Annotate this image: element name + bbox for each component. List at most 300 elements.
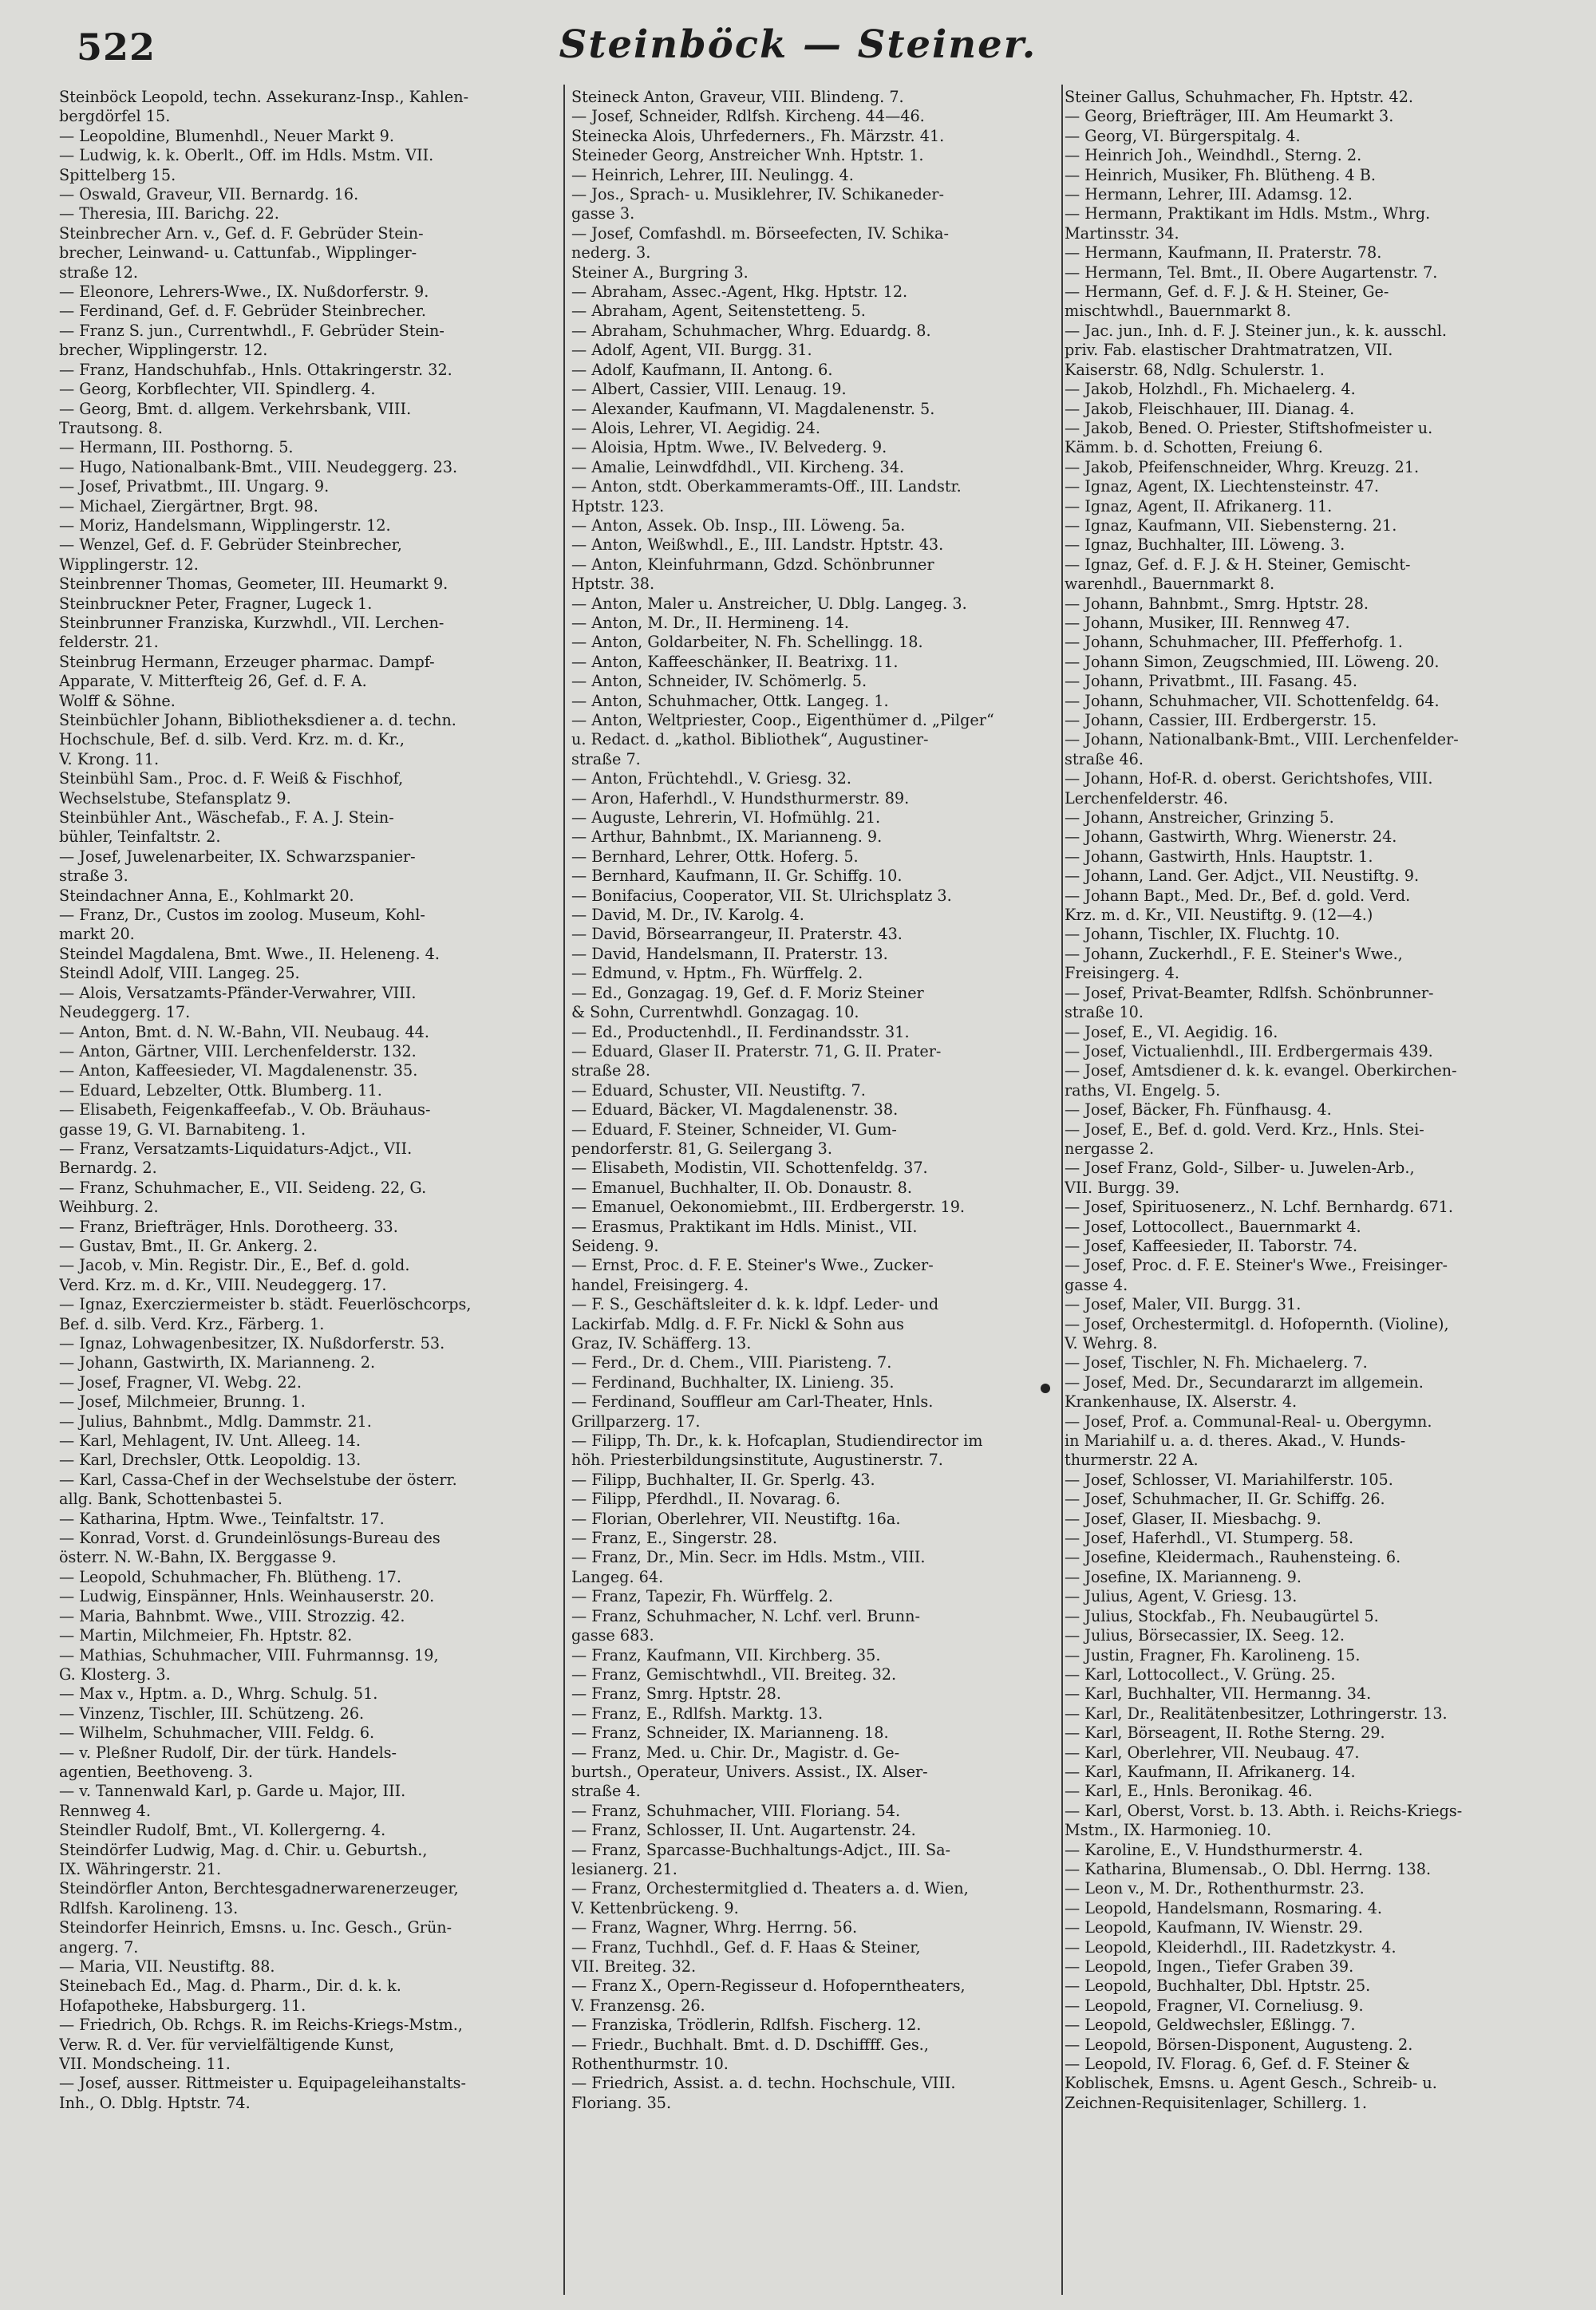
directory-line: Grillparzerg. 17. xyxy=(571,1412,701,1431)
directory-line: — Josefine, IX. Marianneng. 9. xyxy=(1065,1567,1302,1586)
directory-line: — Johann, Privatbmt., III. Fasang. 45. xyxy=(1065,672,1357,691)
directory-line: Seideng. 9. xyxy=(571,1236,659,1255)
directory-line: — Karl, E., Hnls. Beronikag. 46. xyxy=(1065,1782,1313,1801)
directory-line: — Leopold, Kleiderhdl., III. Radetzkystr. 4. xyxy=(1065,1937,1396,1957)
directory-line: — Josef, Schneider, Rdlfsh. Kircheng. 44—46. xyxy=(571,107,925,126)
directory-line: — Anton, M. Dr., II. Hermineng. 14. xyxy=(571,613,849,632)
directory-line: Steinböck Leopold, techn. Assekuranz-Insp., Kahlen- xyxy=(59,88,469,106)
directory-line: — Bernhard, Lehrer, Ottk. Hoferg. 5. xyxy=(571,847,859,866)
directory-line: — Josef, Lottocollect., Bauernmarkt 4. xyxy=(1065,1217,1361,1236)
directory-line: Weihburg. 2. xyxy=(59,1198,159,1217)
directory-line: — Johann, Land. Ger. Adjct., VII. Neustiftg. 9. xyxy=(1065,867,1420,886)
directory-line: — Alois, Lehrer, VI. Aegidig. 24. xyxy=(571,418,820,437)
directory-line: Steindörfler Anton, Berchtesgadnerwarenerzeuger, xyxy=(59,1879,459,1898)
directory-line: — Josef, Spirituosenerz., N. Lchf. Bernhardg. 671. xyxy=(1065,1198,1453,1217)
directory-line: — Josef, Privatbmt., III. Ungarg. 9. xyxy=(59,477,330,496)
directory-line: — Georg, VI. Bürgerspitalg. 4. xyxy=(1065,126,1301,145)
directory-line: pendorferstr. 81, G. Seilergang 3. xyxy=(571,1139,832,1158)
directory-line: — Friedr., Buchhalt. Bmt. d. D. Dschiffff. Ges., xyxy=(571,2035,929,2054)
directory-line: Steinbühl Sam., Proc. d. F. Weiß & Fischhof, xyxy=(59,769,404,788)
directory-line: in Mariahilf u. a. d. theres. Akad., V. Hunds- xyxy=(1065,1431,1406,1451)
directory-line: — Gustav, Bmt., II. Gr. Ankerg. 2. xyxy=(59,1236,318,1255)
directory-line: Bernardg. 2. xyxy=(59,1159,157,1178)
directory-line: — Anton, Früchtehdl., V. Griesg. 32. xyxy=(571,769,851,788)
column-divider xyxy=(563,85,565,2295)
directory-line: Apparate, V. Mitterfteig 26, Gef. d. F. A. xyxy=(59,672,367,691)
directory-line: — Leopold, IV. Florag. 6, Gef. d. F. Steiner & xyxy=(1065,2055,1410,2074)
directory-line: Koblischek, Emsns. u. Agent Gesch., Schreib- u. xyxy=(1065,2074,1437,2093)
directory-line: — Aloisia, Hptm. Wwe., IV. Belvederg. 9. xyxy=(571,438,887,457)
directory-line: — Josef Franz, Gold-, Silber- u. Juwelen-Arb., xyxy=(1065,1159,1415,1178)
directory-line: Steinbrecher Arn. v., Gef. d. F. Gebrüder Stein- xyxy=(59,223,424,243)
directory-line: — Julius, Agent, V. Griesg. 13. xyxy=(1065,1587,1298,1606)
directory-line: agentien, Beethoveng. 3. xyxy=(59,1762,253,1781)
directory-line: — Johann, Cassier, III. Erdbergerstr. 15. xyxy=(1065,711,1377,729)
directory-line: V. Franzensg. 26. xyxy=(571,1996,705,2015)
column-2 xyxy=(571,88,1073,2298)
directory-line: — Anton, Kaffeesieder, VI. Magdalenenstr. 35. xyxy=(59,1061,418,1080)
directory-line: Steinebach Ed., Mag. d. Pharm., Dir. d. k. k. xyxy=(59,1976,401,1996)
directory-line: — Vinzenz, Tischler, III. Schützeng. 26. xyxy=(59,1704,365,1723)
directory-line: — Franz, E., Rdlfsh. Marktg. 13. xyxy=(571,1704,824,1723)
directory-line: Steiner Gallus, Schuhmacher, Fh. Hptstr. 42. xyxy=(1065,88,1414,106)
directory-line: Bef. d. silb. Verd. Krz., Färberg. 1. xyxy=(59,1314,325,1333)
directory-line: — Elisabeth, Modistin, VII. Schottenfeldg. 37. xyxy=(571,1159,928,1178)
directory-line: — Anton, Weißwhdl., E., III. Landstr. Hptstr. 43. xyxy=(571,535,944,555)
directory-line: brecher, Wipplingerstr. 12. xyxy=(59,341,268,360)
directory-line: — Eleonore, Lehrers-Wwe., IX. Nußdorferstr. 9. xyxy=(59,282,429,302)
directory-line: — Maria, Bahnbmt. Wwe., VIII. Strozzig. 42. xyxy=(59,1606,405,1625)
directory-line: — Elisabeth, Feigenkaffeefab., V. Ob. Bräuhaus- xyxy=(59,1100,431,1119)
directory-line: — Ignaz, Kaufmann, VII. Siebensterng. 21. xyxy=(1065,515,1397,535)
directory-line: Steinbrunner Franziska, Kurzwhdl., VII. Lerchen- xyxy=(59,613,444,632)
directory-line: Floriang. 35. xyxy=(571,2093,672,2112)
directory-line: — Anton, Schneider, IV. Schömerlg. 5. xyxy=(571,672,867,691)
directory-line: — Ignaz, Agent, II. Afrikanerg. 11. xyxy=(1065,496,1333,515)
directory-line: — Johann, Zuckerhdl., F. E. Steiner's Wwe., xyxy=(1065,944,1403,963)
directory-line: Wipplingerstr. 12. xyxy=(59,555,199,574)
directory-line: Steinbruckner Peter, Fragner, Lugeck 1. xyxy=(59,594,373,613)
directory-line: — David, Handelsmann, II. Praterstr. 13. xyxy=(571,944,888,963)
directory-line: Wolff & Söhne. xyxy=(59,691,176,710)
directory-line: — Franz, Handschuhfab., Hnls. Ottakringerstr. 32. xyxy=(59,360,452,379)
directory-line: — Franz, Med. u. Chir. Dr., Magistr. d. Ge- xyxy=(571,1743,900,1762)
directory-line: — Leopold, Börsen-Disponent, Augusteng. 2. xyxy=(1065,2035,1413,2054)
directory-line: — Josef, E., VI. Aegidig. 16. xyxy=(1065,1022,1278,1041)
directory-line: — Justin, Fragner, Fh. Karolineng. 15. xyxy=(1065,1645,1361,1664)
directory-line: — Georg, Korbflechter, VII. Spindlerg. 4. xyxy=(59,380,376,399)
directory-line: Mstm., IX. Harmonieg. 10. xyxy=(1065,1821,1272,1840)
directory-line: — Anton, Kleinfuhrmann, Gdzd. Schönbrunner xyxy=(571,555,934,574)
directory-line: — Karl, Kaufmann, II. Afrikanerg. 14. xyxy=(1065,1762,1356,1781)
directory-line: — Franz, Orchestermitglied d. Theaters a. d. Wien, xyxy=(571,1879,969,1898)
directory-line: — Ed., Gonzagag. 19, Gef. d. F. Moriz Steiner xyxy=(571,983,924,1002)
directory-line: bühler, Teinfaltstr. 2. xyxy=(59,827,221,847)
directory-line: — David, M. Dr., IV. Karolg. 4. xyxy=(571,906,804,925)
directory-line: — Franz, Tapezir, Fh. Würffelg. 2. xyxy=(571,1587,834,1606)
directory-line: — Filipp, Pferdhdl., II. Novarag. 6. xyxy=(571,1490,841,1509)
directory-line: — Filipp, Th. Dr., k. k. Hofcaplan, Studiendirector im xyxy=(571,1431,983,1451)
directory-line: — Josef, Fragner, VI. Webg. 22. xyxy=(59,1372,302,1392)
page-number: 522 xyxy=(77,26,156,69)
directory-line: — Josef, Bäcker, Fh. Fünfhausg. 4. xyxy=(1065,1100,1332,1119)
directory-line: — Eduard, Schuster, VII. Neustiftg. 7. xyxy=(571,1080,866,1100)
directory-line: — Leopold, Kaufmann, IV. Wienstr. 29. xyxy=(1065,1918,1364,1937)
directory-line: — Maria, VII. Neustiftg. 88. xyxy=(59,1957,275,1976)
directory-line: straße 3. xyxy=(59,867,128,886)
directory-line: Freisingerg. 4. xyxy=(1065,964,1179,983)
directory-line: V. Kettenbrückeng. 9. xyxy=(571,1898,739,1917)
directory-line: — Aron, Haferhdl., V. Hundsthurmerstr. 89. xyxy=(571,788,910,808)
directory-line: thurmerstr. 22 A. xyxy=(1065,1451,1199,1470)
directory-line: — Franz, Schneider, IX. Marianneng. 18. xyxy=(571,1724,889,1743)
directory-line: — Franz, Schuhmacher, N. Lchf. verl. Brunn- xyxy=(571,1606,920,1625)
directory-line: Kämm. b. d. Schotten, Freiung 6. xyxy=(1065,438,1323,457)
directory-line: — Hermann, Tel. Bmt., II. Obere Augartenstr. 7. xyxy=(1065,263,1438,282)
directory-line: Steinbrenner Thomas, Geometer, III. Heumarkt 9. xyxy=(59,575,448,594)
directory-line: handel, Freisingerg. 4. xyxy=(571,1275,749,1294)
directory-line: Steinbühler Ant., Wäschefab., F. A. J. Stein- xyxy=(59,808,394,827)
directory-line: — Franz, Schuhmacher, E., VII. Seideng. 22, G. xyxy=(59,1178,427,1197)
directory-line: — Bernhard, Kaufmann, II. Gr. Schiffg. 10. xyxy=(571,867,903,886)
directory-line: — Franz S. jun., Currentwhdl., F. Gebrüder Stein- xyxy=(59,321,444,340)
directory-line: Verw. R. d. Ver. für vervielfältigende Kunst, xyxy=(59,2035,394,2054)
directory-line: — Franz, E., Singerstr. 28. xyxy=(571,1529,777,1548)
directory-line: — Ludwig, k. k. Oberlt., Off. im Hdls. Mstm. VII. xyxy=(59,146,434,165)
directory-line: — Franz, Versatzamts-Liquidaturs-Adjct., VII. xyxy=(59,1139,413,1158)
directory-line: — David, Börsearrangeur, II. Praterstr. 43. xyxy=(571,925,903,944)
directory-line: Graz, IV. Schäfferg. 13. xyxy=(571,1334,752,1352)
directory-line: Lackirfab. Mdlg. d. F. Fr. Nickl & Sohn aus xyxy=(571,1314,904,1333)
directory-line: — Ferd., Dr. d. Chem., VIII. Piaristeng. 7. xyxy=(571,1353,892,1372)
directory-line: — Katharina, Blumensab., O. Dbl. Herrng. 138. xyxy=(1065,1859,1432,1878)
directory-line: — Josef, ausser. Rittmeister u. Equipageleihanstalts- xyxy=(59,2074,466,2093)
directory-line: — Leopold, Fragner, VI. Corneliusg. 9. xyxy=(1065,1996,1364,2015)
directory-line: — Josef, Kaffeesieder, II. Taborstr. 74. xyxy=(1065,1236,1358,1255)
directory-line: — Johann, Schuhmacher, VII. Schottenfeldg. 64. xyxy=(1065,691,1440,710)
page-header xyxy=(0,22,1596,78)
directory-line: Steindler Rudolf, Bmt., VI. Kollergerng. 4. xyxy=(59,1821,386,1840)
directory-line: — Anton, Goldarbeiter, N. Fh. Schellingg. 18. xyxy=(571,633,923,652)
directory-line: — Josef, Milchmeier, Brunng. 1. xyxy=(59,1392,306,1412)
directory-line: Hofapotheke, Habsburgerg. 11. xyxy=(59,1996,306,2015)
directory-line: Lerchenfelderstr. 46. xyxy=(1065,788,1228,808)
directory-line: — Karl, Lottocollect., V. Grüng. 25. xyxy=(1065,1664,1336,1684)
directory-line: — Franz, Briefträger, Hnls. Dorotheerg. 33. xyxy=(59,1217,398,1236)
directory-line: — Josef, Schuhmacher, II. Gr. Schiffg. 26. xyxy=(1065,1490,1385,1509)
directory-line: — Karl, Cassa-Chef in der Wechselstube der österr. xyxy=(59,1470,457,1489)
directory-line: — Anton, Kaffeeschänker, II. Beatrixg. 11. xyxy=(571,652,899,671)
directory-line: gasse 19, G. VI. Barnabiteng. 1. xyxy=(59,1119,306,1139)
directory-line: — Hermann, Lehrer, III. Adamsg. 12. xyxy=(1065,185,1353,204)
directory-line: — Franz X., Opern-Regisseur d. Hofoperntheaters, xyxy=(571,1976,966,1996)
directory-line: — Josef, Glaser, II. Miesbachg. 9. xyxy=(1065,1509,1321,1528)
directory-line: — Anton, stdt. Oberkammeramts-Off., III. Landstr. xyxy=(571,477,962,496)
directory-line: — Franz, Tuchhdl., Gef. d. F. Haas & Steiner, xyxy=(571,1937,921,1957)
directory-line: raths, VI. Engelg. 5. xyxy=(1065,1080,1221,1100)
directory-line: — Leopoldine, Blumenhdl., Neuer Markt 9. xyxy=(59,126,394,145)
column-1 xyxy=(59,88,560,2298)
directory-line: — Auguste, Lehrerin, VI. Hofmühlg. 21. xyxy=(571,808,881,827)
directory-line: — Katharina, Hptm. Wwe., Teinfaltstr. 17. xyxy=(59,1509,385,1528)
directory-line: — Josef, Victualienhdl., III. Erdbergermais 439. xyxy=(1065,1041,1433,1060)
directory-line: — Franz, Schlosser, II. Unt. Augartenstr. 24. xyxy=(571,1821,916,1840)
directory-line: — Karl, Dr., Realitätenbesitzer, Lothringerstr. 13. xyxy=(1065,1704,1448,1723)
directory-line: Steineck Anton, Graveur, VIII. Blindeng. 7. xyxy=(571,88,904,106)
directory-line: — Karl, Oberst, Vorst. b. 13. Abth. i. Reichs-Kriegs- xyxy=(1065,1801,1463,1820)
directory-line: Steinbrug Hermann, Erzeuger pharmac. Dampf- xyxy=(59,652,435,671)
directory-line: — Franziska, Trödlerin, Rdlfsh. Fischerg. 12. xyxy=(571,2016,922,2035)
directory-line: Zeichnen-Requisitenlager, Schillerg. 1. xyxy=(1065,2093,1367,2112)
directory-line: Steiner A., Burgring 3. xyxy=(571,263,749,282)
directory-line: — Heinrich, Musiker, Fh. Blütheng. 4 B. xyxy=(1065,165,1376,184)
running-head: Steinböck — Steiner. xyxy=(559,22,1037,67)
directory-line: nederg. 3. xyxy=(571,243,651,263)
directory-line: u. Redact. d. „kathol. Bibliothek“, Augustiner- xyxy=(571,730,929,749)
directory-line: Steinecka Alois, Uhrfederners., Fh. Märzstr. 41. xyxy=(571,126,945,145)
directory-line: — Ferdinand, Buchhalter, IX. Linieng. 35. xyxy=(571,1372,895,1392)
directory-line: allg. Bank, Schottenbastei 5. xyxy=(59,1490,283,1509)
directory-line: IX. Währingerstr. 21. xyxy=(59,1859,222,1878)
directory-line: — Ignaz, Buchhalter, III. Löweng. 3. xyxy=(1065,535,1345,555)
directory-line: Steindachner Anna, E., Kohlmarkt 20. xyxy=(59,886,354,905)
directory-line: gasse 4. xyxy=(1065,1275,1128,1294)
directory-line: — Franz, Gemischtwhdl., VII. Breiteg. 32. xyxy=(571,1664,897,1684)
directory-line: Krankenhause, IX. Alserstr. 4. xyxy=(1065,1392,1298,1412)
directory-line: Steindorfer Heinrich, Emsns. u. Inc. Gesch., Grün- xyxy=(59,1918,452,1937)
margin-mark-dot xyxy=(1041,1384,1050,1393)
directory-line: höh. Priesterbildungsinstitute, Augustinerstr. 7. xyxy=(571,1451,943,1470)
directory-line: mischtwhdl., Bauernmarkt 8. xyxy=(1065,302,1291,321)
directory-line: — Abraham, Schuhmacher, Whrg. Eduardg. 8. xyxy=(571,321,931,340)
directory-line: — Anton, Weltpriester, Coop., Eigenthümer d. „Pilger“ xyxy=(571,711,994,729)
directory-line: VII. Breiteg. 32. xyxy=(571,1957,697,1976)
directory-line: V. Wehrg. 8. xyxy=(1065,1334,1158,1352)
directory-line: — Franz, Sparcasse-Buchhaltungs-Adjct., III. Sa- xyxy=(571,1840,951,1859)
directory-line: — Leopold, Buchhalter, Dbl. Hptstr. 25. xyxy=(1065,1976,1371,1996)
directory-line: — Josef, Prof. a. Communal-Real- u. Obergymn. xyxy=(1065,1412,1432,1431)
directory-line: — Franz, Kaufmann, VII. Kirchberg. 35. xyxy=(571,1645,881,1664)
directory-line: — Johann, Schuhmacher, III. Pfefferhofg. 1. xyxy=(1065,633,1403,652)
directory-line: — Albert, Cassier, VIII. Lenaug. 19. xyxy=(571,380,847,399)
directory-line: — Johann, Hof-R. d. oberst. Gerichtshofes, VIII. xyxy=(1065,769,1433,788)
directory-line: VII. Mondscheing. 11. xyxy=(59,2055,231,2074)
directory-line: — Leon v., M. Dr., Rothenthurmstr. 23. xyxy=(1065,1879,1365,1898)
directory-line: — Karoline, E., V. Hundsthurmerstr. 4. xyxy=(1065,1840,1363,1859)
directory-line: — Karl, Drechsler, Ottk. Leopoldig. 13. xyxy=(59,1451,361,1470)
directory-line: gasse 3. xyxy=(571,204,635,223)
directory-line: — Josef, Comfashdl. m. Börseefecten, IV. Schika- xyxy=(571,223,949,243)
directory-line: Steinbüchler Johann, Bibliotheksdiener a. d. techn. xyxy=(59,711,456,729)
directory-line: — Franz, Dr., Custos im zoolog. Museum, Kohl- xyxy=(59,906,425,925)
directory-line: Steindörfer Ludwig, Mag. d. Chir. u. Geburtsh., xyxy=(59,1840,428,1859)
directory-line: — Johann, Nationalbank-Bmt., VIII. Lerchenfelder- xyxy=(1065,730,1459,749)
directory-line: — Josefine, Kleidermach., Rauhensteing. 6. xyxy=(1065,1548,1401,1567)
directory-line: — Abraham, Agent, Seitenstetteng. 5. xyxy=(571,302,866,321)
directory-line: Martinsstr. 34. xyxy=(1065,223,1179,243)
directory-line: G. Klosterg. 3. xyxy=(59,1664,171,1684)
directory-line: & Sohn, Currentwhdl. Gonzagag. 10. xyxy=(571,1003,859,1022)
directory-line: — Ed., Productenhdl., II. Ferdinandsstr. 31. xyxy=(571,1022,910,1041)
directory-line: — Heinrich Joh., Weindhdl., Sterng. 2. xyxy=(1065,146,1362,165)
directory-line: — Josef, E., Bef. d. gold. Verd. Krz., Hnls. Stei- xyxy=(1065,1119,1424,1139)
directory-line: Neudeggerg. 17. xyxy=(59,1003,191,1022)
directory-line: Hptstr. 38. xyxy=(571,575,655,594)
directory-line: — Franz, Schuhmacher, VIII. Floriang. 54. xyxy=(571,1801,901,1820)
directory-line: — Adolf, Kaufmann, II. Antong. 6. xyxy=(571,360,833,379)
directory-line: — Franz, Smrg. Hptstr. 28. xyxy=(571,1684,781,1704)
directory-line: — Josef, Schlosser, VI. Mariahilferstr. 105. xyxy=(1065,1470,1393,1489)
directory-line: — Alois, Versatzamts-Pfänder-Verwahrer, VIII. xyxy=(59,983,417,1002)
directory-line: — Ferdinand, Souffleur am Carl-Theater, Hnls. xyxy=(571,1392,934,1412)
directory-line: — Florian, Oberlehrer, VII. Neustiftg. 16a. xyxy=(571,1509,901,1528)
directory-line: — Josef, Maler, VII. Burgg. 31. xyxy=(1065,1295,1302,1314)
directory-line: Verd. Krz. m. d. Kr., VIII. Neudeggerg. 17. xyxy=(59,1275,387,1294)
directory-line: — Jacob, v. Min. Registr. Dir., E., Bef. d. gold. xyxy=(59,1256,410,1275)
directory-line: — Heinrich, Lehrer, III. Neulingg. 4. xyxy=(571,165,854,184)
directory-line: — Wilhelm, Schuhmacher, VIII. Feldg. 6. xyxy=(59,1724,375,1743)
directory-line: Rdlfsh. Karolineng. 13. xyxy=(59,1898,239,1917)
directory-line: — Anton, Gärtner, VIII. Lerchenfelderstr. 132. xyxy=(59,1041,417,1060)
directory-line: — Michael, Ziergärtner, Brgt. 98. xyxy=(59,496,318,515)
directory-line: straße 46. xyxy=(1065,749,1144,768)
directory-line: — Franz, Wagner, Whrg. Herrng. 56. xyxy=(571,1918,858,1937)
directory-line: Inh., O. Dblg. Hptstr. 74. xyxy=(59,2093,251,2112)
directory-line: — Jakob, Bened. O. Priester, Stiftshofmeister u. xyxy=(1065,418,1433,437)
directory-line: — Erasmus, Praktikant im Hdls. Minist., VII. xyxy=(571,1217,918,1236)
directory-line: — Theresia, III. Barichg. 22. xyxy=(59,204,279,223)
directory-line: — Josef, Orchestermitgl. d. Hofopernth. (Violine), xyxy=(1065,1314,1449,1333)
directory-line: — Josef, Proc. d. F. E. Steiner's Wwe., Freisinger- xyxy=(1065,1256,1448,1275)
directory-line: — Arthur, Bahnbmt., IX. Marianneng. 9. xyxy=(571,827,883,847)
directory-line: — Johann, Gastwirth, Whrg. Wienerstr. 24. xyxy=(1065,827,1397,847)
directory-line: Trautsong. 8. xyxy=(59,418,164,437)
directory-line: — Bonifacius, Cooperator, VII. St. Ulrichsplatz 3. xyxy=(571,886,952,905)
directory-line: — Hermann, Kaufmann, II. Praterstr. 78. xyxy=(1065,243,1382,263)
directory-line: — Emanuel, Buchhalter, II. Ob. Donaustr. 8. xyxy=(571,1178,912,1197)
directory-line: — Hermann, III. Posthorng. 5. xyxy=(59,438,294,457)
directory-line: — Johann Bapt., Med. Dr., Bef. d. gold. Verd. xyxy=(1065,886,1411,905)
directory-line: — Jakob, Holzhdl., Fh. Michaelerg. 4. xyxy=(1065,380,1356,399)
directory-line: — Josef, Amtsdiener d. k. k. evangel. Oberkirchen- xyxy=(1065,1061,1457,1080)
directory-line: — Josef, Med. Dr., Secundararzt im allgemein. xyxy=(1065,1372,1424,1392)
directory-line: — Emanuel, Oekonomiebmt., III. Erdbergerstr. 19. xyxy=(571,1198,966,1217)
directory-line: — Anton, Schuhmacher, Ottk. Langeg. 1. xyxy=(571,691,889,710)
directory-line: — Jakob, Fleischhauer, III. Dianag. 4. xyxy=(1065,399,1355,418)
directory-line: burtsh., Operateur, Univers. Assist., IX. Alser- xyxy=(571,1762,928,1781)
directory-line: bergdörfel 15. xyxy=(59,107,171,126)
directory-line: warenhdl., Bauernmarkt 8. xyxy=(1065,575,1275,594)
directory-line: Steindl Adolf, VIII. Langeg. 25. xyxy=(59,964,300,983)
directory-line: — Karl, Mehlagent, IV. Unt. Alleeg. 14. xyxy=(59,1431,361,1451)
directory-line: markt 20. xyxy=(59,925,135,944)
directory-line: — v. Pleßner Rudolf, Dir. der türk. Handels- xyxy=(59,1743,397,1762)
directory-line: — Ignaz, Exercziermeister b. städt. Feuerlöschcorps, xyxy=(59,1295,472,1314)
directory-line: — Eduard, Lebzelter, Ottk. Blumberg. 11. xyxy=(59,1080,382,1100)
directory-line: — Jakob, Pfeifenschneider, Whrg. Kreuzg. 21. xyxy=(1065,457,1420,476)
directory-line: — Leopold, Ingen., Tiefer Graben 39. xyxy=(1065,1957,1354,1976)
directory-line: — Karl, Börseagent, II. Rothe Sterng. 29. xyxy=(1065,1724,1385,1743)
directory-line: — Franz, Dr., Min. Secr. im Hdls. Mstm., VIII. xyxy=(571,1548,926,1567)
directory-line: lesianerg. 21. xyxy=(571,1859,678,1878)
directory-line: felderstr. 21. xyxy=(59,633,159,652)
directory-line: — Edmund, v. Hptm., Fh. Würffelg. 2. xyxy=(571,964,863,983)
directory-line: Spittelberg 15. xyxy=(59,165,176,184)
directory-line: nergasse 2. xyxy=(1065,1139,1155,1158)
directory-line: Hochschule, Bef. d. silb. Verd. Krz. m. d. Kr., xyxy=(59,730,405,749)
directory-line: — Adolf, Agent, VII. Burgg. 31. xyxy=(571,341,812,360)
directory-line: — v. Tannenwald Karl, p. Garde u. Major, III. xyxy=(59,1782,406,1801)
directory-line: straße 12. xyxy=(59,263,138,282)
directory-line: — Johann, Musiker, III. Rennweg 47. xyxy=(1065,613,1350,632)
directory-line: — Wenzel, Gef. d. F. Gebrüder Steinbrecher, xyxy=(59,535,402,555)
column-3 xyxy=(1065,88,1575,2298)
directory-line: Hptstr. 123. xyxy=(571,496,665,515)
directory-line: — Anton, Maler u. Anstreicher, U. Dblg. Langeg. 3. xyxy=(571,594,967,613)
directory-line: straße 7. xyxy=(571,749,641,768)
directory-line: — Georg, Briefträger, III. Am Heumarkt 3. xyxy=(1065,107,1394,126)
directory-line: — Josef, Juwelenarbeiter, IX. Schwarzspanier- xyxy=(59,847,416,866)
directory-line: — Leopold, Schuhmacher, Fh. Blütheng. 17. xyxy=(59,1567,401,1586)
directory-line: — Johann, Bahnbmt., Smrg. Hptstr. 28. xyxy=(1065,594,1369,613)
directory-line: — Johann, Gastwirth, IX. Marianneng. 2. xyxy=(59,1353,376,1372)
directory-line: — Friedrich, Ob. Rchgs. R. im Reichs-Kriegs-Mstm., xyxy=(59,2016,463,2035)
directory-line: — Julius, Bahnbmt., Mdlg. Dammstr. 21. xyxy=(59,1412,372,1431)
directory-line: — Josef, Haferhdl., VI. Stumperg. 58. xyxy=(1065,1529,1354,1548)
directory-line: — Alexander, Kaufmann, VI. Magdalenenstr. 5. xyxy=(571,399,935,418)
directory-line: — Johann Simon, Zeugschmied, III. Löweng. 20. xyxy=(1065,652,1440,671)
directory-line: — Ignaz, Lohwagenbesitzer, IX. Nußdorferstr. 53. xyxy=(59,1334,445,1352)
directory-line: — Jos., Sprach- u. Musiklehrer, IV. Schikaneder- xyxy=(571,185,944,204)
directory-line: — Julius, Börsecassier, IX. Seeg. 12. xyxy=(1065,1626,1345,1645)
directory-line: — F. S., Geschäftsleiter d. k. k. ldpf. Leder- und xyxy=(571,1295,939,1314)
directory-line: Steineder Georg, Anstreicher Wnh. Hptstr. 1. xyxy=(571,146,924,165)
directory-line: — Johann, Anstreicher, Grinzing 5. xyxy=(1065,808,1334,827)
directory-line: — Eduard, Glaser II. Praterstr. 71, G. II. Prater- xyxy=(571,1041,942,1060)
directory-line: VII. Burgg. 39. xyxy=(1065,1178,1180,1197)
directory-line: Krz. m. d. Kr., VII. Neustiftg. 9. (12—4.) xyxy=(1065,906,1373,925)
directory-line: — Hugo, Nationalbank-Bmt., VIII. Neudeggerg. 23. xyxy=(59,457,458,476)
directory-line: österr. N. W.-Bahn, IX. Berggasse 9. xyxy=(59,1548,337,1567)
directory-line: Kaiserstr. 68, Ndlg. Schulerstr. 1. xyxy=(1065,360,1325,379)
directory-line: — Georg, Bmt. d. allgem. Verkehrsbank, VIII. xyxy=(59,399,412,418)
directory-line: — Karl, Oberlehrer, VII. Neubaug. 47. xyxy=(1065,1743,1360,1762)
directory-line: Langeg. 64. xyxy=(571,1567,664,1586)
directory-line: — Johann, Tischler, IX. Fluchtg. 10. xyxy=(1065,925,1340,944)
directory-line: — Julius, Stockfab., Fh. Neubaugürtel 5. xyxy=(1065,1606,1379,1625)
directory-line: — Oswald, Graveur, VII. Bernardg. 16. xyxy=(59,185,359,204)
directory-line: V. Krong. 11. xyxy=(59,749,160,768)
directory-line: — Abraham, Assec.-Agent, Hkg. Hptstr. 12. xyxy=(571,282,908,302)
directory-line: — Hermann, Praktikant im Hdls. Mstm., Whrg. xyxy=(1065,204,1431,223)
directory-line: — Eduard, F. Steiner, Schneider, VI. Gum- xyxy=(571,1119,897,1139)
directory-line: — Karl, Buchhalter, VII. Hermanng. 34. xyxy=(1065,1684,1372,1704)
directory-line: gasse 683. xyxy=(571,1626,654,1645)
directory-line: — Ignaz, Agent, IX. Liechtensteinstr. 47. xyxy=(1065,477,1379,496)
directory-line: — Ernst, Proc. d. F. E. Steiner's Wwe., Zucker- xyxy=(571,1256,934,1275)
directory-line: — Josef, Privat-Beamter, Rdlfsh. Schönbrunner- xyxy=(1065,983,1434,1002)
directory-line: straße 4. xyxy=(571,1782,641,1801)
directory-line: — Max v., Hptm. a. D., Whrg. Schulg. 51. xyxy=(59,1684,378,1704)
directory-line: Steindel Magdalena, Bmt. Wwe., II. Heleneng. 4. xyxy=(59,944,440,963)
directory-line: angerg. 7. xyxy=(59,1937,139,1957)
directory-line: — Amalie, Leinwdfdhdl., VII. Kircheng. 34. xyxy=(571,457,905,476)
directory-line: — Filipp, Buchhalter, II. Gr. Sperlg. 43. xyxy=(571,1470,875,1489)
directory-line: — Ignaz, Gef. d. F. J. & H. Steiner, Gemischt- xyxy=(1065,555,1411,574)
directory-line: — Leopold, Geldwechsler, Eßlingg. 7. xyxy=(1065,2016,1356,2035)
directory-line: — Jac. jun., Inh. d. F. J. Steiner jun., k. k. ausschl. xyxy=(1065,321,1447,340)
directory-line: — Hermann, Gef. d. F. J. & H. Steiner, Ge- xyxy=(1065,282,1389,302)
